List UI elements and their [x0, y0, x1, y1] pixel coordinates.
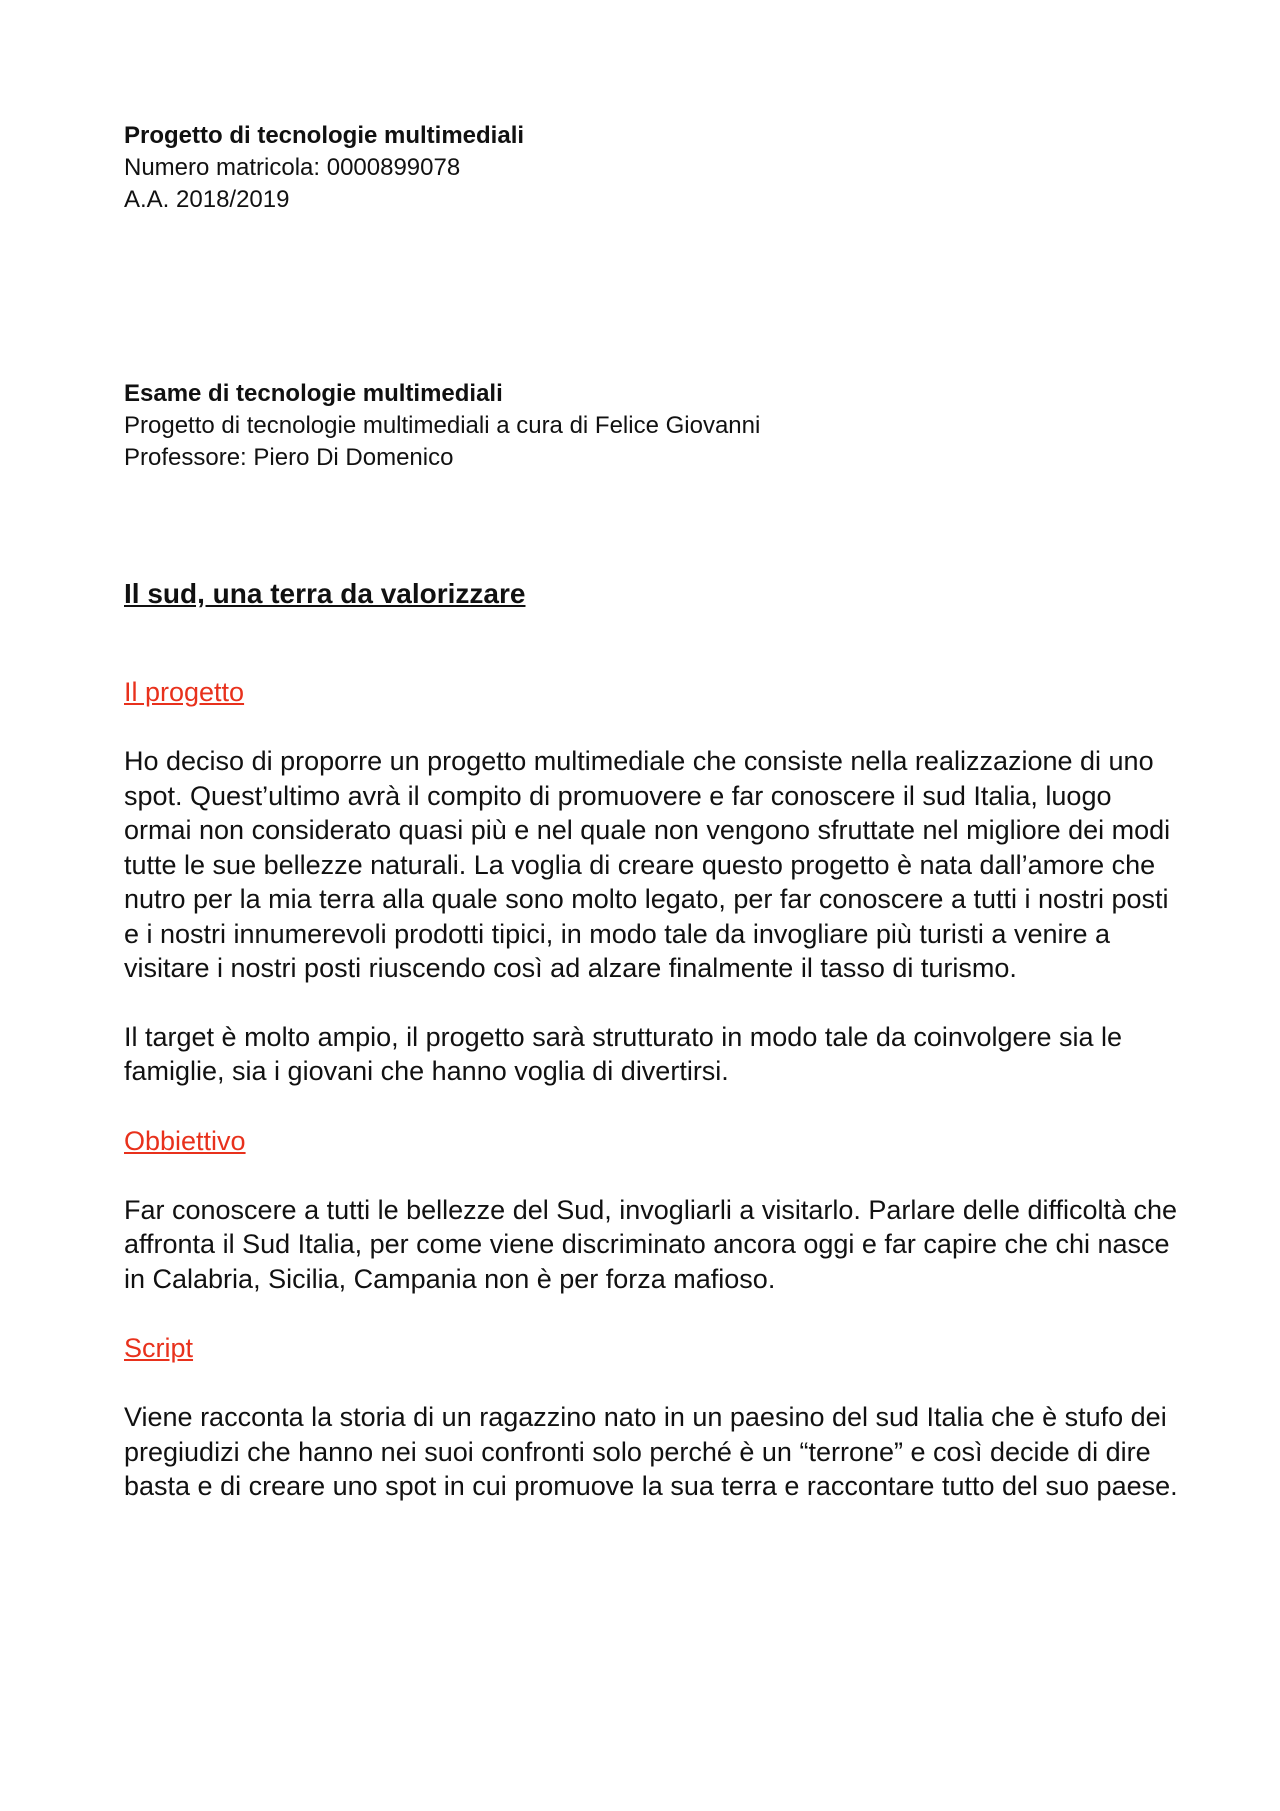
section-heading-progetto: Il progetto [124, 677, 245, 707]
paragraph-progetto-1: Ho deciso di proporre un progetto multimediale che consiste nella realizzazione di uno spot. Quest’ultimo avrà il compito di promuovere e far conoscere il sud Italia, luogo ormai non considerato quasi più e nel quale non vengono sfruttate nel migliore dei modi tutte le sue bellezze naturali. La voglia di creare questo progetto è nata dall’amore che nutro per la mia terra alla quale sono molto legato, per far conoscere a tutti i nostri posti e i nostri innumerevoli prodotti tipici, in modo tale da invogliare più turisti a venire a visitare i nostri posti riuscendo così ad alzare finalmente il tasso di turismo. [124, 746, 1171, 983]
paragraph-obbiettivo: Far conoscere a tutti le bellezze del Sud, invogliarli a visitarlo. Parlare delle difficoltà che affronta il Sud Italia, per come viene discriminato ancora oggi e far capire che chi nasce in Calabria, Sicilia, Campania non è per forza mafioso. [124, 1194, 1178, 1294]
section-heading-script: Script [124, 1333, 194, 1363]
document-page [124, 120, 1184, 1504]
exam-block [124, 378, 1184, 474]
document-title: Progetto di tecnologie multimediali [124, 122, 525, 149]
academic-year: A.A. 2018/2019 [124, 186, 290, 213]
paragraph-script: Viene racconta la storia di un ragazzino nato in un paesino del sud Italia che è stufo dei pregiudizi che hanno nei suoi confronti solo perché è un “terrone” e così decide di dire basta e di creare uno spot in cui promuove la sua terra e raccontare tutto del suo paese. [124, 1402, 1178, 1501]
section-heading-obbiettivo: Obbiettivo [124, 1125, 246, 1156]
paragraph-progetto-2: Il target è molto ampio, il progetto sarà strutturato in modo tale da coinvolgere sia le famiglie, sia i giovani che hanno voglia di divertirsi. [124, 1021, 1123, 1086]
exam-curator: Progetto di tecnologie multimediali a cura di Felice Giovanni [124, 412, 761, 439]
exam-title: Esame di tecnologie multimediali [124, 380, 503, 407]
header-block [124, 120, 1184, 216]
main-title: Il sud, una terra da valorizzare [124, 578, 526, 609]
student-id: Numero matricola: 0000899078 [124, 154, 461, 181]
exam-professor: Professore: Piero Di Domenico [124, 444, 454, 471]
